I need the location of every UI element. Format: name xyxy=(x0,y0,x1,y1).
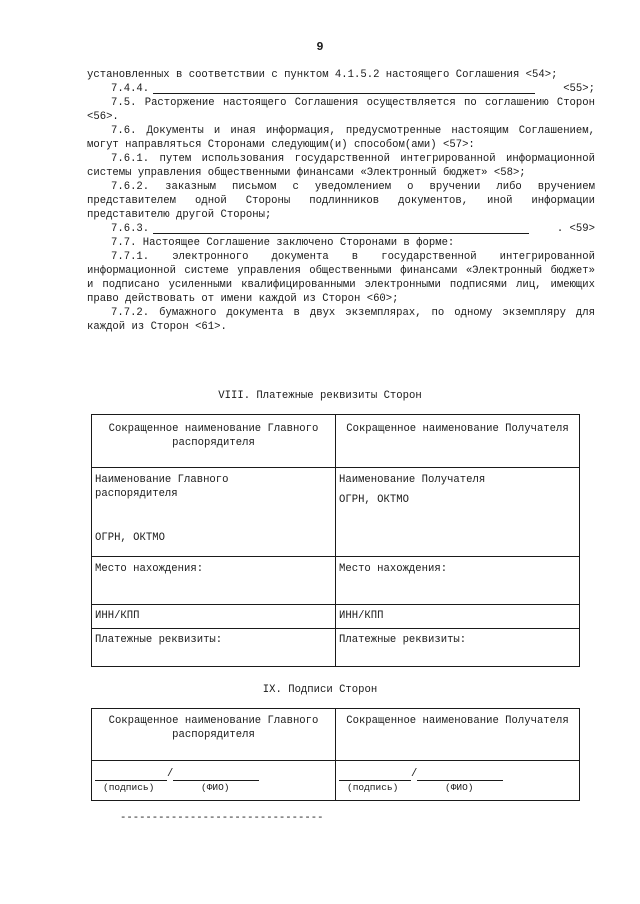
right-ogrn-oktmo: ОГРН, ОКТМО xyxy=(339,494,409,506)
paragraph-763 xyxy=(87,222,595,236)
table-row xyxy=(92,468,580,557)
right-location: Место нахождения: xyxy=(336,557,580,605)
left-party-header: Сокращенное наименование Главного распорядителя xyxy=(92,415,336,468)
footnote-separator: -------------------------------- xyxy=(120,812,324,824)
table-row xyxy=(92,709,580,761)
paragraph-754-cont: установленных в соответствии с пунктом 4.1.5.2 настоящего Соглашения <54>; xyxy=(87,69,558,81)
right-sign-header: Сокращенное наименование Получателя xyxy=(336,709,580,761)
right-name-label: Наименование Получателя xyxy=(339,474,486,486)
section-9-title: IX. Подписи Сторон xyxy=(262,684,378,696)
item-744-label: 7.4.4. xyxy=(111,83,150,95)
page-number: 9 xyxy=(316,40,324,54)
left-ogrn-oktmo: ОГРН, ОКТМО xyxy=(95,532,165,544)
left-name-cell xyxy=(92,468,336,557)
left-inn-kpp: ИНН/КПП xyxy=(92,605,336,629)
table-row xyxy=(92,629,580,667)
left-payment-details: Платежные реквизиты: xyxy=(92,629,336,667)
right-inn-kpp: ИНН/КПП xyxy=(336,605,580,629)
right-signature-captions xyxy=(339,781,576,795)
right-party-header: Сокращенное наименование Получателя xyxy=(336,415,580,468)
left-sign-caption: (подпись) xyxy=(103,782,155,793)
table-row xyxy=(92,557,580,605)
left-signature-slash: / xyxy=(167,768,174,780)
right-name-cell xyxy=(336,468,580,557)
signatures-table xyxy=(91,708,580,801)
item-763-blank xyxy=(153,223,529,234)
right-fio-caption: (ФИО) xyxy=(445,782,474,793)
payment-details-table xyxy=(91,414,580,667)
left-signature-line xyxy=(95,767,332,781)
item-763-suffix: . <59> xyxy=(556,223,595,235)
table-row xyxy=(92,415,580,468)
paragraph-76: 7.6. Документы и иная информация, предусмотренные настоящим Соглашением, могут направляться Сторонами следующим(и) способом(ами) <57>: xyxy=(87,125,595,151)
right-fio-blank xyxy=(417,770,503,781)
right-signature-line xyxy=(339,767,576,781)
right-signature-cell xyxy=(336,761,580,801)
left-signature-cell xyxy=(92,761,336,801)
item-744-suffix: <55>; xyxy=(563,83,595,95)
paragraph-771: 7.7.1. электронного документа в государственной интегрированной информационной системе управления общественными финансами «Электронный бюджет» и подписано усиленными квалифицированными электронными подписями лиц, имеющих право действовать от имени каждой из Сторон <60>; xyxy=(87,251,595,305)
table-row xyxy=(92,605,580,629)
left-fio-caption: (ФИО) xyxy=(201,782,230,793)
left-signature-captions xyxy=(95,781,332,795)
right-payment-details: Платежные реквизиты: xyxy=(336,629,580,667)
paragraph-77: 7.7. Настоящее Соглашение заключено Сторонами в форме: xyxy=(111,237,455,249)
left-location: Место нахождения: xyxy=(92,557,336,605)
paragraph-762: 7.6.2. заказным письмом с уведомлением о вручении либо вручением представителем одной Стороны подлинников документов, иной информации представителю другой Стороны; xyxy=(87,181,595,221)
paragraph-744 xyxy=(87,82,595,96)
right-signature-blank xyxy=(339,770,411,781)
agreement-text xyxy=(87,68,595,334)
right-signature-slash: / xyxy=(411,768,418,780)
paragraph-75: 7.5. Расторжение настоящего Соглашения осуществляется по соглашению Сторон <56>. xyxy=(87,97,595,123)
table-row xyxy=(92,761,580,801)
left-fio-blank xyxy=(173,770,259,781)
paragraph-772: 7.7.2. бумажного документа в двух экземплярах, по одному экземпляру для каждой из Сторон <61>. xyxy=(87,307,595,333)
paragraph-761: 7.6.1. путем использования государственной интегрированной информационной системы управления общественными финансами «Электронный бюджет» <58>; xyxy=(87,153,595,179)
left-name-label: Наименование Главного распорядителя xyxy=(95,474,229,500)
left-sign-header: Сокращенное наименование Главного распорядителя xyxy=(92,709,336,761)
right-sign-caption: (подпись) xyxy=(347,782,399,793)
item-763-label: 7.6.3. xyxy=(111,223,150,235)
left-signature-blank xyxy=(95,770,167,781)
item-744-blank xyxy=(153,83,535,94)
section-8-title: VIII. Платежные реквизиты Сторон xyxy=(218,390,422,402)
